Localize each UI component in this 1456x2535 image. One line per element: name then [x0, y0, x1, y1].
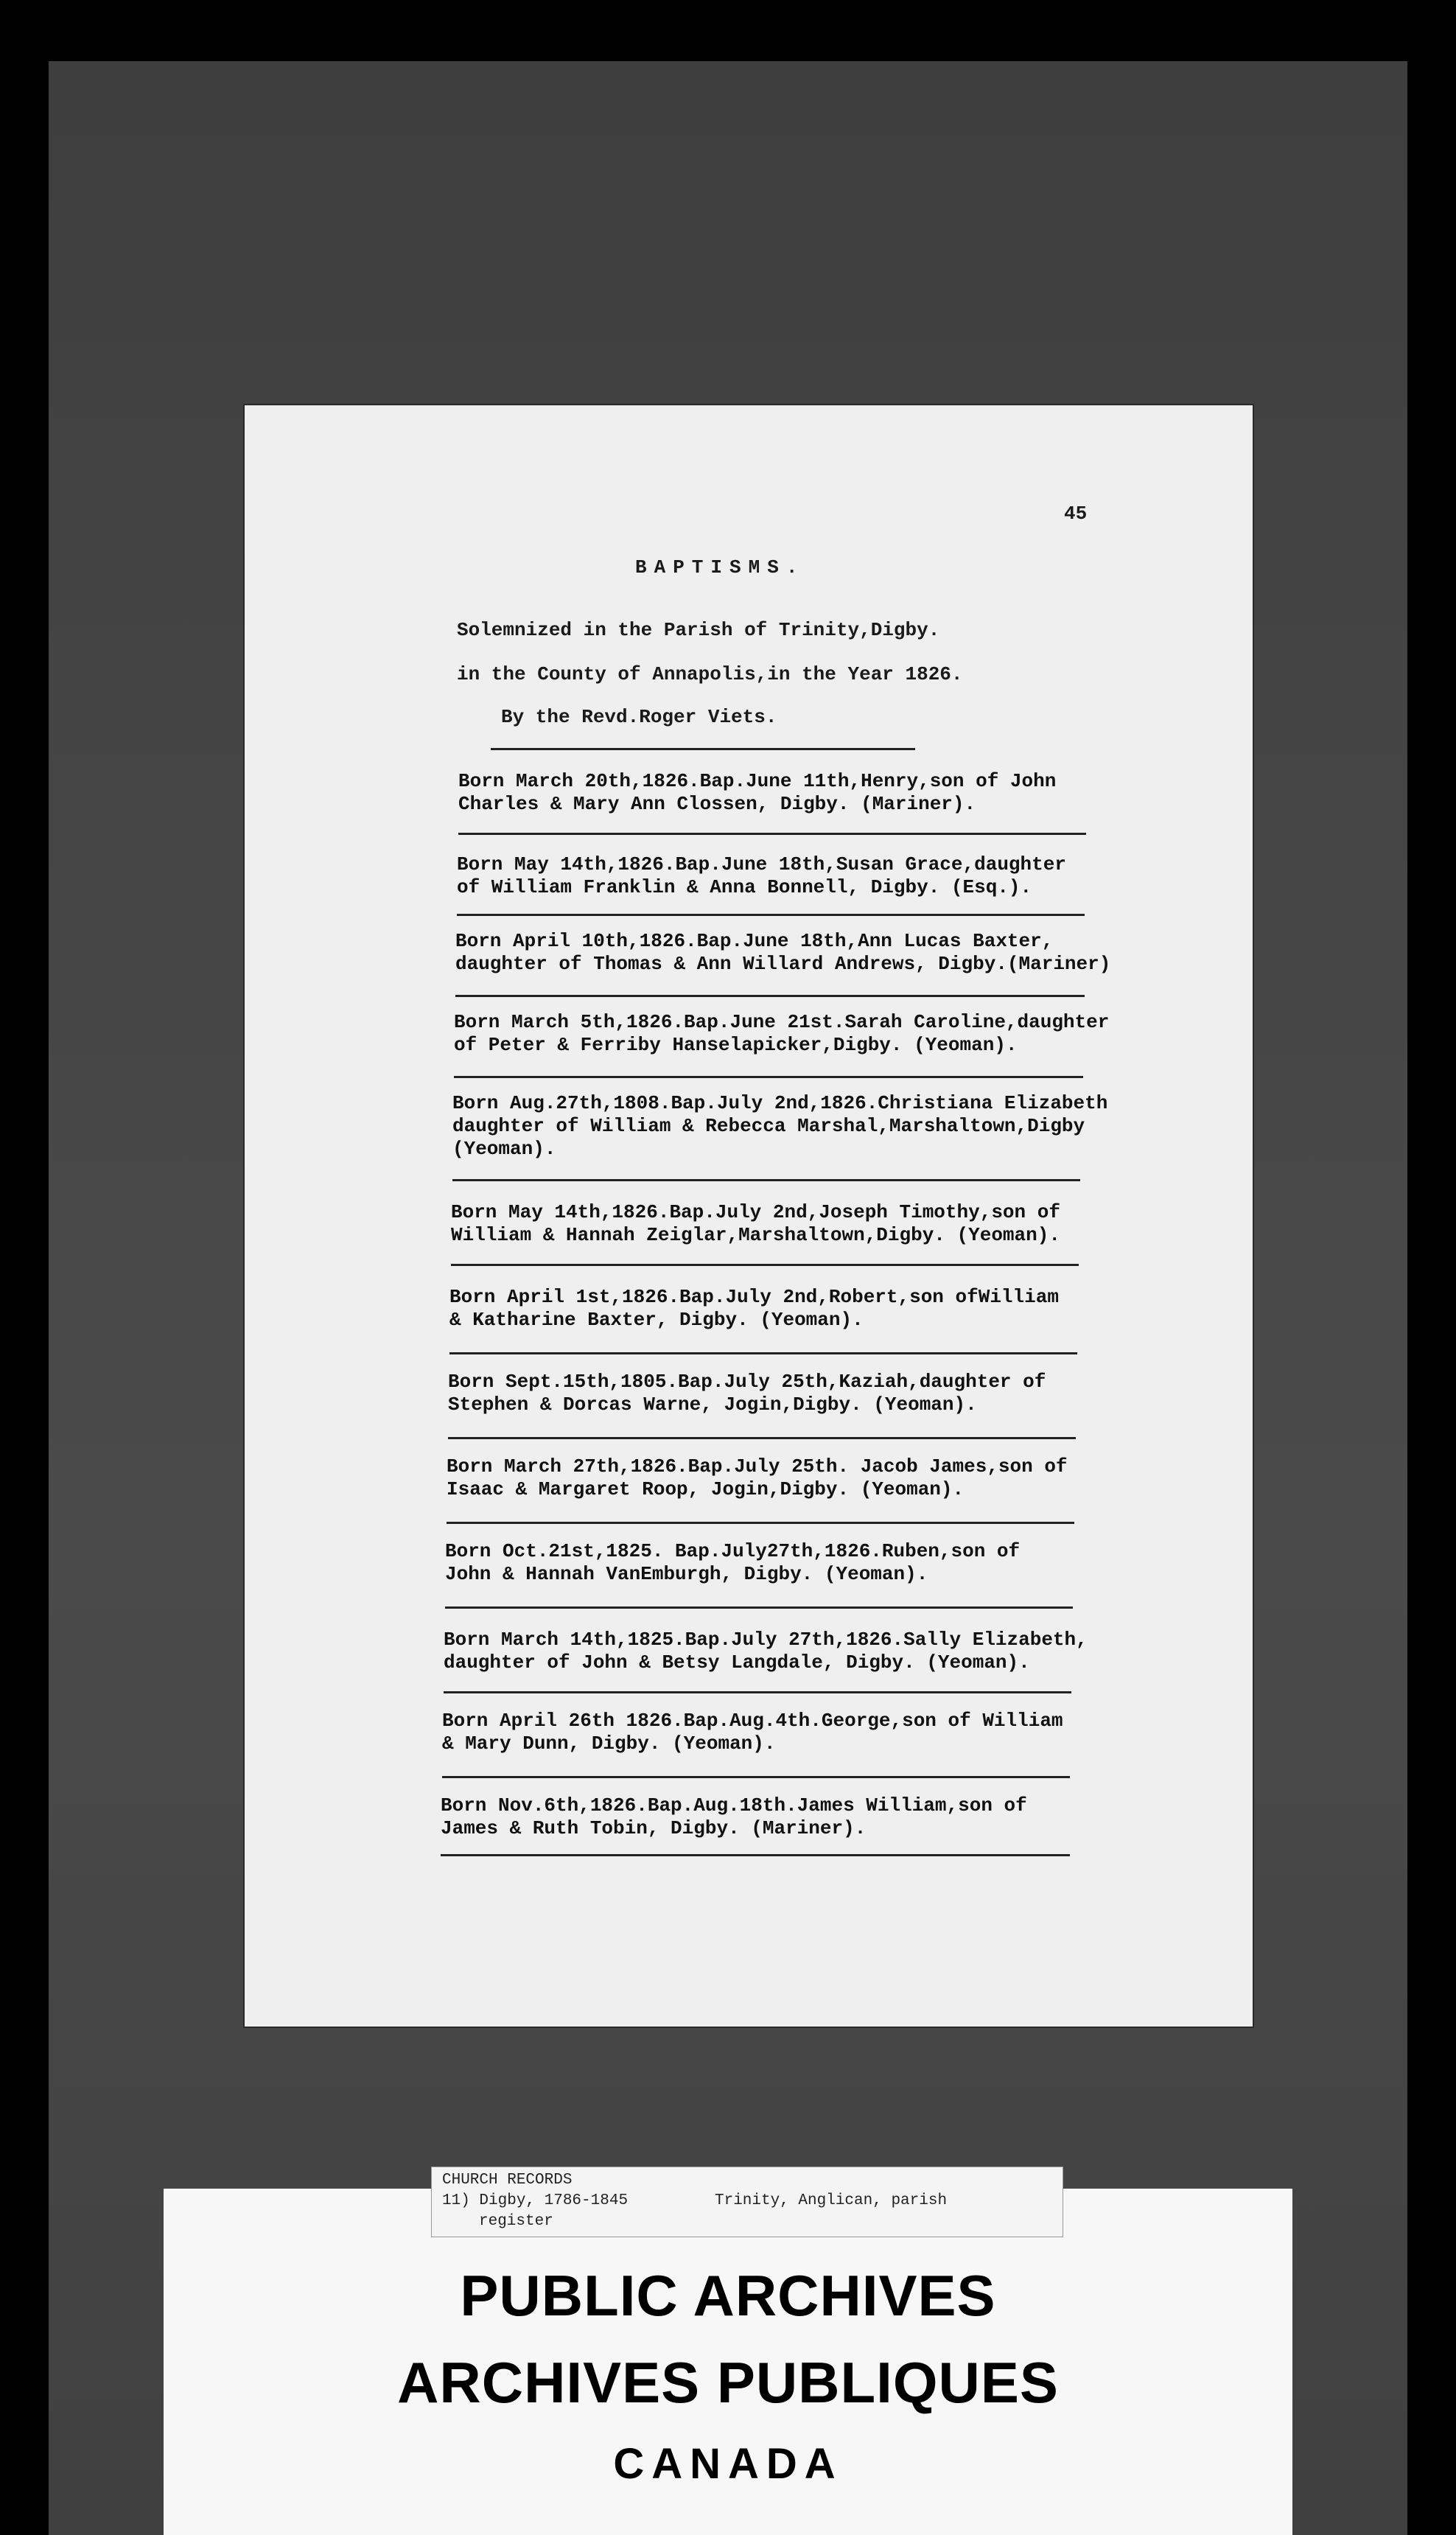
baptism-entry: Born Nov.6th,1826.Bap.Aug.18th.James William,son of James & Ruth Tobin, Digby. (Mariner). [441, 1794, 1027, 1839]
intro-line-county: in the County of Annapolis,in the Year 1826. [457, 663, 963, 685]
intro-line-parish: Solemnized in the Parish of Trinity,Digby. [457, 619, 940, 641]
archive-name-english: PUBLIC ARCHIVES [460, 2263, 996, 2328]
baptism-entry: Born March 27th,1826.Bap.July 25th. Jacob James,son of Isaac & Margaret Roop, Jogin,Digby. (Yeoman). [447, 1455, 1068, 1500]
entry-divider [458, 833, 1086, 835]
entry-divider [441, 1854, 1070, 1856]
page-heading: BAPTISMS. [635, 556, 805, 578]
baptism-entry: Born April 1st,1826.Bap.July 2nd,Robert,son ofWilliam & Katharine Baxter, Digby. (Yeoman). [449, 1286, 1059, 1331]
baptism-entry: Born Oct.21st,1825. Bap.July27th,1826.Ruben,son of John & Hannah VanEmburgh, Digby. (Yeoman). [445, 1540, 1021, 1585]
entry-divider [455, 995, 1085, 997]
entry-divider [457, 914, 1085, 916]
intro-line-clergy: By the Revd.Roger Viets. [501, 706, 777, 728]
entry-divider [451, 1264, 1079, 1266]
baptism-entry: Born April 10th,1826.Bap.June 18th,Ann Lucas Baxter, daughter of Thomas & Ann Willard Andrews, Digby.(Mariner) [455, 930, 1111, 975]
entry-divider [447, 1522, 1074, 1524]
baptism-entry: Born Sept.15th,1805.Bap.July 25th,Kaziah,daughter of Stephen & Dorcas Warne, Jogin,Digby. (Yeoman). [448, 1371, 1046, 1416]
label-register-id: 11) Digby, 1786-1845 [442, 2192, 629, 2209]
entry-divider [452, 1179, 1080, 1181]
entry-divider [448, 1437, 1076, 1439]
baptism-entry: Born May 14th,1826.Bap.June 18th,Susan Grace,daughter of William Franklin & Anna Bonnell, Digby. (Esq.). [457, 853, 1066, 898]
baptism-entry: Born May 14th,1826.Bap.July 2nd,Joseph Timothy,son of William & Hannah Zeiglar,Marshaltown,Digby. (Yeoman). [451, 1201, 1060, 1246]
entry-divider [444, 1691, 1071, 1693]
label-type: register [479, 2213, 553, 2230]
entry-divider [454, 1076, 1083, 1078]
baptism-entry: Born March 5th,1826.Bap.June 21st.Sarah Caroline,daughter of Peter & Ferriby Hanselapicker,Digby. (Yeoman). [454, 1011, 1110, 1056]
baptism-entry: Born Aug.27th,1808.Bap.July 2nd,1826.Christiana Elizabeth daughter of William & Rebecca Marshal,Marshaltown,Digby (Yeoman). [452, 1092, 1108, 1160]
baptism-entry: Born March 20th,1826.Bap.June 11th,Henry,son of John Charles & Mary Ann Clossen, Digby. (Mariner). [458, 770, 1057, 815]
archive-band [164, 2189, 1292, 2535]
entry-divider [449, 1352, 1077, 1354]
baptism-entry: Born March 14th,1825.Bap.July 27th,1826.Sally Elizabeth, daughter of John & Betsy Langdale, Digby. (Yeoman). [444, 1629, 1088, 1674]
archive-country: CANADA [613, 2440, 843, 2488]
entry-divider [445, 1606, 1073, 1609]
baptism-entry: Born April 26th 1826.Bap.Aug.4th.George,son of William & Mary Dunn, Digby. (Yeoman). [442, 1710, 1063, 1755]
label-church: Trinity, Anglican, parish [715, 2192, 948, 2209]
label-collection: CHURCH RECORDS [442, 2172, 573, 2189]
archive-name-french: ARCHIVES PUBLIQUES [397, 2350, 1059, 2415]
catalog-label [431, 2167, 1063, 2237]
entry-divider [442, 1776, 1070, 1778]
page-number: 45 [1064, 503, 1088, 525]
heading-rule [491, 748, 915, 750]
register-page [245, 405, 1253, 2027]
